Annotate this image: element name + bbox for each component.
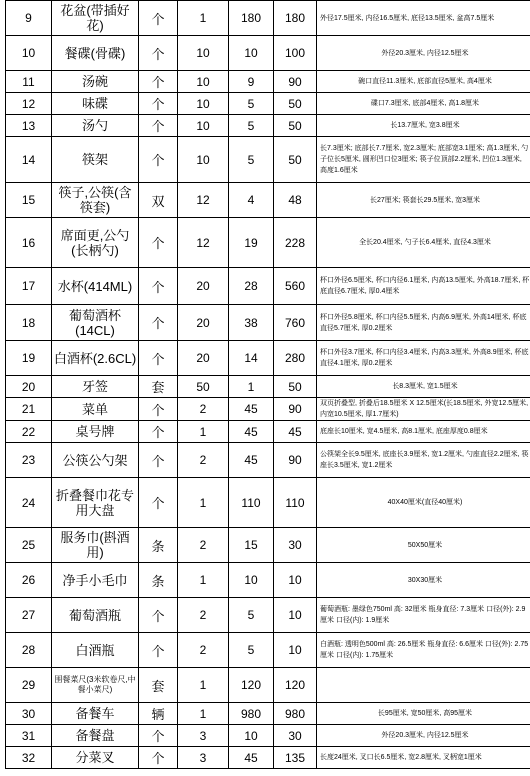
table-row: [6, 443, 530, 478]
total-price-cell: 30: [274, 725, 317, 747]
unit-price-cell: 15: [229, 528, 274, 563]
item-name-cell: 席面更,公勺(长柄勺): [52, 218, 139, 268]
row-number-cell: 22: [6, 421, 52, 443]
specification-cell: [317, 668, 530, 703]
total-price-cell: 120: [274, 668, 317, 703]
unit-price-cell: 1: [229, 376, 274, 398]
unit-cell: 个: [139, 747, 178, 769]
item-name-cell: 牙签: [52, 376, 139, 398]
unit-cell: 个: [139, 633, 178, 668]
unit-cell: 个: [139, 268, 178, 305]
total-price-cell: 10: [274, 563, 317, 598]
unit-price-cell: 5: [229, 93, 274, 115]
unit-price-cell: 45: [229, 421, 274, 443]
unit-cell: 双: [139, 183, 178, 218]
unit-cell: 个: [139, 71, 178, 93]
specification-cell: 杯口外径3.7厘米, 杯口内径3.4厘米, 内高3.3厘米, 外高8.9厘米, 杯底直径4.1厘米, 厚0.2厘米: [317, 341, 530, 376]
table-row: [6, 421, 530, 443]
quantity-cell: 1: [178, 563, 229, 598]
table-row: [6, 1, 530, 36]
row-number-cell: 21: [6, 398, 52, 421]
item-name-cell: 服务巾(斟酒用): [52, 528, 139, 563]
total-price-cell: 90: [274, 398, 317, 421]
table-row: [6, 528, 530, 563]
table-row: [6, 305, 530, 341]
item-name-cell: 汤勺: [52, 115, 139, 137]
row-number-cell: 12: [6, 93, 52, 115]
total-price-cell: 30: [274, 528, 317, 563]
unit-price-cell: 5: [229, 137, 274, 183]
row-number-cell: 24: [6, 478, 52, 528]
specification-cell: 长13.7厘米, 宽3.8厘米: [317, 115, 530, 137]
specification-cell: 杯口外径6.5厘米, 杯口内径6.1厘米, 内高13.5厘米, 外高18.7厘米, 杯底直径6.7厘米, 厚0.4厘米: [317, 268, 530, 305]
specification-cell: 长27厘米; 筷套长29.5厘米, 宽3厘米: [317, 183, 530, 218]
table-row: [6, 598, 530, 633]
table-row: [6, 137, 530, 183]
unit-cell: 套: [139, 376, 178, 398]
total-price-cell: 50: [274, 115, 317, 137]
row-number-cell: 28: [6, 633, 52, 668]
specification-cell: 长95厘米, 宽50厘米, 高95厘米: [317, 703, 530, 725]
unit-price-cell: 45: [229, 398, 274, 421]
quantity-cell: 10: [178, 71, 229, 93]
total-price-cell: 760: [274, 305, 317, 341]
total-price-cell: 50: [274, 93, 317, 115]
unit-price-cell: 120: [229, 668, 274, 703]
unit-price-cell: 180: [229, 1, 274, 36]
unit-price-cell: 19: [229, 218, 274, 268]
item-name-cell: 葡萄酒瓶: [52, 598, 139, 633]
total-price-cell: 50: [274, 376, 317, 398]
row-number-cell: 9: [6, 1, 52, 36]
unit-price-cell: 38: [229, 305, 274, 341]
specification-cell: 50X50厘米: [317, 528, 530, 563]
unit-price-cell: 5: [229, 598, 274, 633]
unit-cell: 个: [139, 478, 178, 528]
unit-price-cell: 28: [229, 268, 274, 305]
quantity-cell: 12: [178, 218, 229, 268]
item-name-cell: 桌号牌: [52, 421, 139, 443]
row-number-cell: 32: [6, 747, 52, 769]
specification-cell: 碟口7.3厘米, 底部4厘米, 高1.8厘米: [317, 93, 530, 115]
quantity-cell: 2: [178, 398, 229, 421]
quantity-cell: 12: [178, 183, 229, 218]
unit-cell: 个: [139, 398, 178, 421]
unit-price-cell: 45: [229, 443, 274, 478]
row-number-cell: 26: [6, 563, 52, 598]
row-number-cell: 10: [6, 36, 52, 71]
item-name-cell: 折叠餐巾花专用大盘: [52, 478, 139, 528]
unit-price-cell: 980: [229, 703, 274, 725]
table-row: [6, 703, 530, 725]
row-number-cell: 29: [6, 668, 52, 703]
total-price-cell: 50: [274, 137, 317, 183]
row-number-cell: 15: [6, 183, 52, 218]
table-row: [6, 93, 530, 115]
table-row: [6, 478, 530, 528]
quantity-cell: 3: [178, 725, 229, 747]
specification-cell: 外径20.3厘米, 内径12.5厘米: [317, 725, 530, 747]
item-name-cell: 备餐盘: [52, 725, 139, 747]
quantity-cell: 10: [178, 137, 229, 183]
specification-cell: 外径20.3厘米, 内径12.5厘米: [317, 36, 530, 71]
unit-cell: 个: [139, 725, 178, 747]
unit-cell: 个: [139, 1, 178, 36]
specification-cell: 30X30厘米: [317, 563, 530, 598]
total-price-cell: 280: [274, 341, 317, 376]
row-number-cell: 17: [6, 268, 52, 305]
unit-cell: 个: [139, 93, 178, 115]
item-name-cell: 筷架: [52, 137, 139, 183]
table-row: [6, 183, 530, 218]
table-row: [6, 115, 530, 137]
unit-price-cell: 5: [229, 633, 274, 668]
table-row: [6, 218, 530, 268]
table-row: [6, 376, 530, 398]
specification-cell: 底座长10厘米, 宽4.5厘米, 高8.1厘米, 底座厚度0.8厘米: [317, 421, 530, 443]
table-row: [6, 668, 530, 703]
unit-price-cell: 5: [229, 115, 274, 137]
quantity-cell: 20: [178, 341, 229, 376]
specification-cell: 全长20.4厘米, 勺子长6.4厘米, 直径4.3厘米: [317, 218, 530, 268]
unit-cell: 个: [139, 305, 178, 341]
table-row: [6, 268, 530, 305]
row-number-cell: 13: [6, 115, 52, 137]
row-number-cell: 18: [6, 305, 52, 341]
table-row: [6, 398, 530, 421]
quantity-cell: 1: [178, 668, 229, 703]
table-row: [6, 563, 530, 598]
unit-cell: 套: [139, 668, 178, 703]
item-name-cell: 菜单: [52, 398, 139, 421]
quantity-cell: 10: [178, 36, 229, 71]
specification-cell: 长8.3厘米, 宽1.5厘米: [317, 376, 530, 398]
item-name-cell: 净手小毛巾: [52, 563, 139, 598]
specification-cell: 葡萄酒瓶: 墨绿色750ml 高: 32厘米 瓶身直径: 7.3厘米 口径(外): 2.9厘米 口径(内): 1.9厘米: [317, 598, 530, 633]
table-row: [6, 747, 530, 769]
item-name-cell: 筷子,公筷(含筷套): [52, 183, 139, 218]
item-name-cell: 分菜叉: [52, 747, 139, 769]
row-number-cell: 14: [6, 137, 52, 183]
item-name-cell: 餐碟(骨碟): [52, 36, 139, 71]
row-number-cell: 31: [6, 725, 52, 747]
quantity-cell: 10: [178, 115, 229, 137]
unit-price-cell: 10: [229, 563, 274, 598]
unit-cell: 个: [139, 115, 178, 137]
item-name-cell: 公筷公勺架: [52, 443, 139, 478]
total-price-cell: 10: [274, 633, 317, 668]
total-price-cell: 45: [274, 421, 317, 443]
equipment-table-body: [6, 1, 530, 769]
total-price-cell: 90: [274, 71, 317, 93]
equipment-table-sheet: [5, 0, 530, 769]
row-number-cell: 27: [6, 598, 52, 633]
item-name-cell: 围餐菜尺(3米软卷尺,中餐小菜尺): [52, 668, 139, 703]
total-price-cell: 100: [274, 36, 317, 71]
row-number-cell: 11: [6, 71, 52, 93]
table-row: [6, 341, 530, 376]
quantity-cell: 10: [178, 93, 229, 115]
specification-cell: 长7.3厘米; 底部长7.7厘米, 宽2.3厘米; 底部宽3.1厘米; 高1.3厘米, 勺子位长5厘米, 圆形凹口位3厘米; 筷子位顶部2.2厘米, 凹位1.3厘米, 高度1.6厘米: [317, 137, 530, 183]
unit-price-cell: 110: [229, 478, 274, 528]
specification-cell: 碗口直径11.3厘米, 底部直径5厘米, 高4厘米: [317, 71, 530, 93]
quantity-cell: 2: [178, 633, 229, 668]
quantity-cell: 2: [178, 598, 229, 633]
unit-price-cell: 4: [229, 183, 274, 218]
total-price-cell: 48: [274, 183, 317, 218]
quantity-cell: 2: [178, 443, 229, 478]
unit-cell: 条: [139, 528, 178, 563]
unit-price-cell: 45: [229, 747, 274, 769]
equipment-table: [5, 0, 530, 769]
total-price-cell: 560: [274, 268, 317, 305]
total-price-cell: 228: [274, 218, 317, 268]
unit-price-cell: 14: [229, 341, 274, 376]
quantity-cell: 1: [178, 478, 229, 528]
unit-price-cell: 10: [229, 36, 274, 71]
row-number-cell: 20: [6, 376, 52, 398]
item-name-cell: 水杯(414ML): [52, 268, 139, 305]
unit-cell: 个: [139, 341, 178, 376]
row-number-cell: 23: [6, 443, 52, 478]
total-price-cell: 135: [274, 747, 317, 769]
table-row: [6, 725, 530, 747]
specification-cell: 公筷架全长9.5厘米, 底座长3.9厘米, 宽1.2厘米, 勺座直径2.2厘米, 筷座长3.5厘米, 宽1.2厘米: [317, 443, 530, 478]
total-price-cell: 10: [274, 598, 317, 633]
item-name-cell: 葡萄酒杯(14CL): [52, 305, 139, 341]
specification-cell: 长度24厘米, 叉口长6.5厘米, 宽2.8厘米, 叉柄宽1厘米: [317, 747, 530, 769]
specification-cell: 杯口外径5.8厘米, 杯口内径5.5厘米, 内高6.9厘米, 外高14厘米, 杯底直径5.7厘米, 厚0.2厘米: [317, 305, 530, 341]
quantity-cell: 1: [178, 703, 229, 725]
specification-cell: 白酒瓶: 透明色500ml 高: 26.5厘米 瓶身直径: 6.6厘米 口径(外): 2.75厘米 口径(内): 1.75厘米: [317, 633, 530, 668]
unit-cell: 个: [139, 36, 178, 71]
quantity-cell: 20: [178, 268, 229, 305]
specification-cell: 40X40厘米(直径40厘米): [317, 478, 530, 528]
total-price-cell: 980: [274, 703, 317, 725]
item-name-cell: 白酒杯(2.6CL): [52, 341, 139, 376]
specification-cell: 外径17.5厘米, 内径16.5厘米, 底径13.5厘米, 盆高7.5厘米: [317, 1, 530, 36]
total-price-cell: 110: [274, 478, 317, 528]
row-number-cell: 16: [6, 218, 52, 268]
quantity-cell: 2: [178, 528, 229, 563]
total-price-cell: 180: [274, 1, 317, 36]
table-row: [6, 36, 530, 71]
item-name-cell: 白酒瓶: [52, 633, 139, 668]
item-name-cell: 汤碗: [52, 71, 139, 93]
row-number-cell: 25: [6, 528, 52, 563]
total-price-cell: 90: [274, 443, 317, 478]
unit-cell: 辆: [139, 703, 178, 725]
quantity-cell: 20: [178, 305, 229, 341]
unit-cell: 条: [139, 563, 178, 598]
quantity-cell: 1: [178, 421, 229, 443]
item-name-cell: 味碟: [52, 93, 139, 115]
item-name-cell: 备餐车: [52, 703, 139, 725]
quantity-cell: 1: [178, 1, 229, 36]
unit-cell: 个: [139, 218, 178, 268]
row-number-cell: 19: [6, 341, 52, 376]
unit-cell: 个: [139, 421, 178, 443]
table-row: [6, 71, 530, 93]
unit-cell: 个: [139, 137, 178, 183]
quantity-cell: 50: [178, 376, 229, 398]
unit-price-cell: 10: [229, 725, 274, 747]
item-name-cell: 花盆(带插好花): [52, 1, 139, 36]
table-row: [6, 633, 530, 668]
unit-cell: 个: [139, 443, 178, 478]
specification-cell: 双页折叠型, 折叠后18.5厘米 X 12.5厘米(长18.5厘米, 外宽12.5厘米, 内宽10.5厘米, 厚1.7厘米): [317, 398, 530, 421]
row-number-cell: 30: [6, 703, 52, 725]
unit-cell: 个: [139, 598, 178, 633]
quantity-cell: 3: [178, 747, 229, 769]
unit-price-cell: 9: [229, 71, 274, 93]
